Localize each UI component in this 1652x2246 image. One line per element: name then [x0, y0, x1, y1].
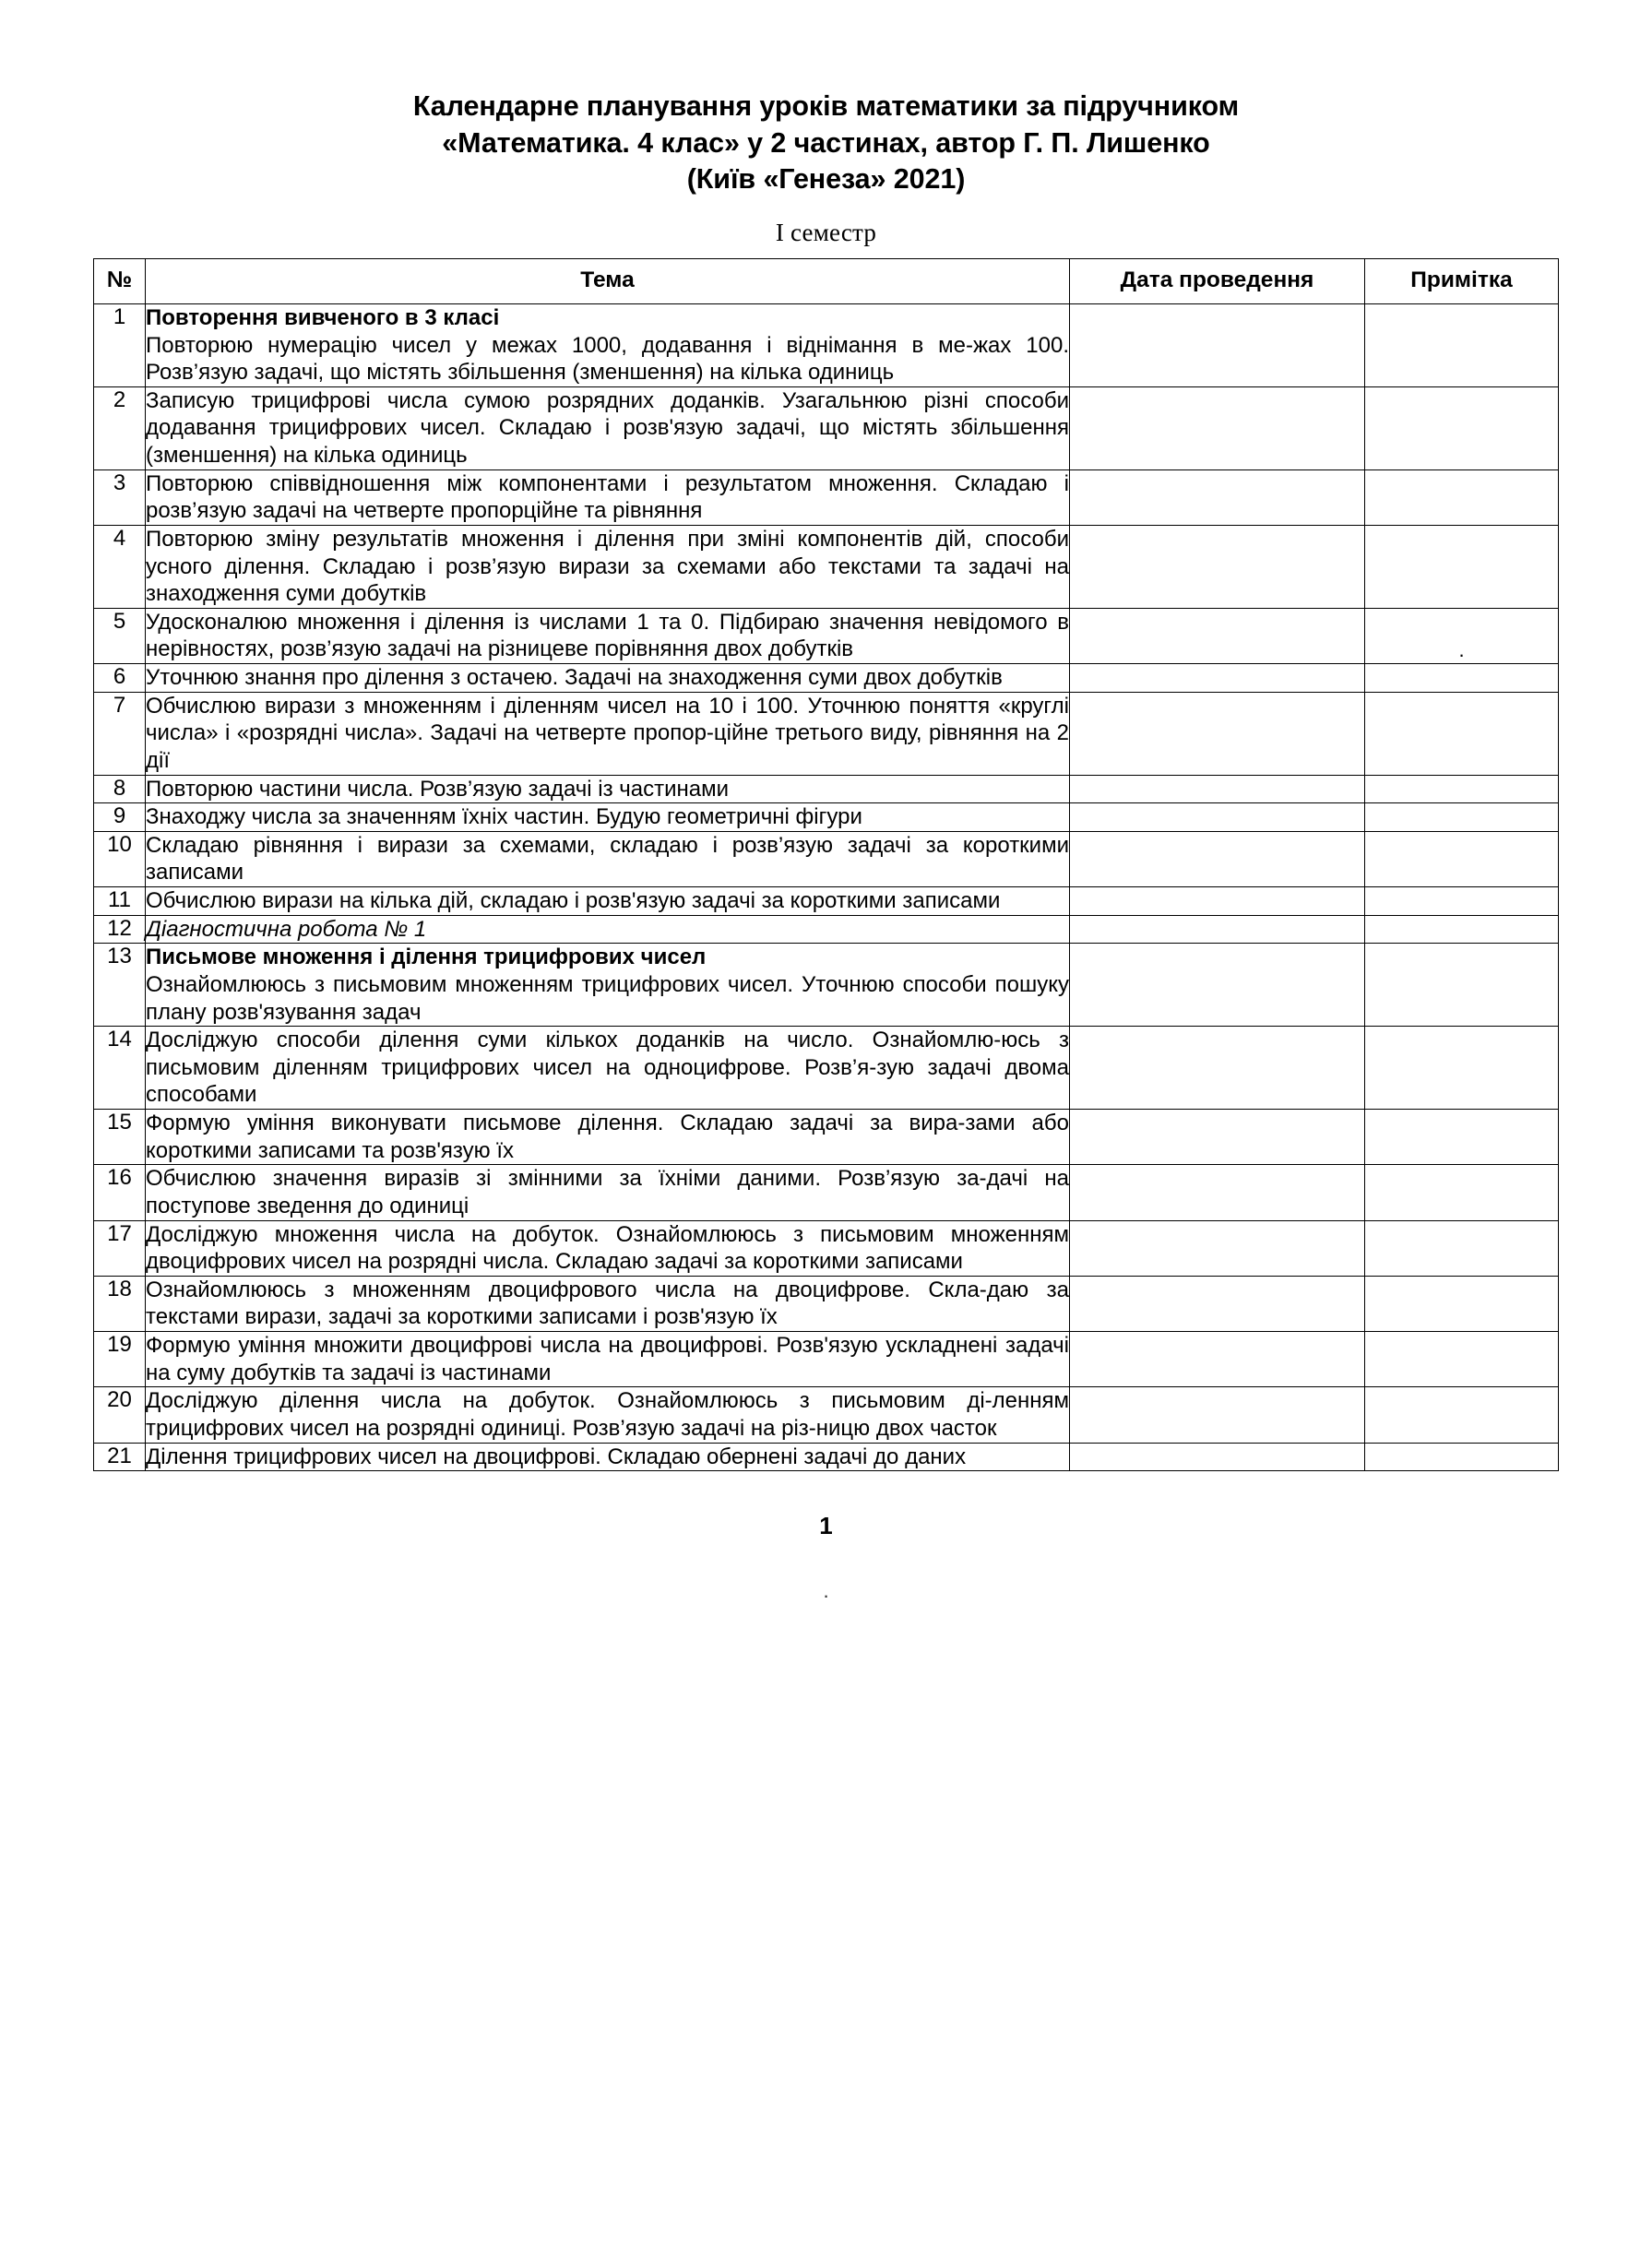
table-row — [94, 1165, 1559, 1220]
theme-text: Знаходжу числа за значенням їхніх частин. Будую геометричні фігури — [146, 804, 862, 830]
cell-theme — [146, 1165, 1070, 1220]
cell-note[interactable] — [1365, 803, 1559, 832]
table-row — [94, 831, 1559, 886]
cell-note[interactable] — [1365, 915, 1559, 944]
table-row — [94, 608, 1559, 663]
cell-date[interactable] — [1070, 692, 1365, 775]
page-number: 1 — [819, 1512, 833, 1540]
cell-number: 3 — [94, 469, 146, 525]
cell-note[interactable] — [1365, 664, 1559, 693]
cell-theme — [146, 608, 1070, 663]
cell-theme — [146, 1387, 1070, 1443]
cell-note[interactable] — [1365, 944, 1559, 1027]
cell-theme — [146, 1110, 1070, 1165]
cell-theme — [146, 944, 1070, 1027]
theme-text: Повторюю співвідношення між компонентами і результатом множення. Складаю і розв’язую задачі на четверте пропорційне та рівняння — [146, 470, 1069, 524]
cell-date[interactable] — [1070, 303, 1365, 386]
cell-number: 1 — [94, 303, 146, 386]
cell-theme — [146, 887, 1070, 916]
lesson-plan-table — [93, 258, 1559, 1471]
theme-text: Обчислюю значення виразів зі змінними за їхніми даними. Розв’язую за-дачі на поступове зведення до одиниці — [146, 1166, 1069, 1218]
cell-note[interactable] — [1365, 608, 1559, 663]
table-row — [94, 775, 1559, 803]
table-row — [94, 944, 1559, 1027]
theme-text: Ділення трицифрових чисел на двоцифрові. Складаю обернені задачі до даних — [146, 1444, 967, 1469]
cell-number: 16 — [94, 1165, 146, 1220]
semester-label: I семестр — [775, 218, 877, 246]
cell-theme — [146, 525, 1070, 608]
table-row — [94, 386, 1559, 469]
cell-theme — [146, 1027, 1070, 1110]
table-row — [94, 1443, 1559, 1471]
cell-date[interactable] — [1070, 1387, 1365, 1443]
theme-heading: Повторення вивченого в 3 класі — [146, 304, 500, 330]
cell-date[interactable] — [1070, 469, 1365, 525]
table-row — [94, 1387, 1559, 1443]
cell-number: 19 — [94, 1332, 146, 1387]
cell-date[interactable] — [1070, 1165, 1365, 1220]
cell-note[interactable] — [1365, 692, 1559, 775]
cell-note[interactable] — [1365, 469, 1559, 525]
cell-theme — [146, 386, 1070, 469]
table-body — [94, 303, 1559, 1470]
cell-note[interactable] — [1365, 1332, 1559, 1387]
cell-number: 4 — [94, 525, 146, 608]
theme-text: Ознайомлююсь з множенням двоцифрового числа на двоцифрове. Скла-даю за текстами вирази, задачі за короткими записами і розв'язую їх — [146, 1277, 1069, 1330]
theme-text: Повторюю нумерацію чисел у межах 1000, додавання і віднімання в ме-жах 100. Розв’язую задачі, що містять збільшення (зменшення) на кілька одиниць — [146, 332, 1069, 386]
theme-text: Досліджую способи ділення суми кількох доданків на число. Ознайомлю-юсь з письмовим діленням трицифрових чисел на одноцифрове. Розв’я-зую задачі двома способами — [146, 1028, 1069, 1108]
theme-text: Записую трицифрові числа сумою розрядних доданків. Узагальнюю різні способи додавання трицифрових чисел. Складаю і розв'язую задачі, що містять збільшення (зменшення) на кілька одиниць — [146, 387, 1069, 469]
cell-number: 8 — [94, 775, 146, 803]
cell-theme — [146, 775, 1070, 803]
cell-number: 18 — [94, 1276, 146, 1331]
table-row — [94, 1027, 1559, 1110]
theme-text: Уточнюю знання про ділення з остачею. Задачі на знаходження суми двох добутків — [146, 665, 1003, 691]
cell-note[interactable] — [1365, 1110, 1559, 1165]
cell-theme — [146, 664, 1070, 693]
cell-note[interactable] — [1365, 887, 1559, 916]
cell-number: 14 — [94, 1027, 146, 1110]
theme-text: Досліджую множення числа на добуток. Ознайомлююсь з письмовим множенням двоцифрових чисел на розрядні числа. Складаю задачі за короткими записами — [146, 1221, 1069, 1275]
theme-text: Формую уміння множити двоцифрові числа на двоцифрові. Розв'язую ускладнені задачі на суму добутків та задачі із частинами — [146, 1333, 1069, 1385]
cell-number: 13 — [94, 944, 146, 1027]
table-row — [94, 1276, 1559, 1331]
theme-text: Удосконалюю множення і ділення із числами 1 та 0. Підбираю значення невідомого в нерівностях, розв’язую задачі на різницеве порівняння двох добутків — [146, 609, 1069, 662]
cell-number: 15 — [94, 1110, 146, 1165]
cell-date[interactable] — [1070, 803, 1365, 832]
cell-date[interactable] — [1070, 915, 1365, 944]
table-row — [94, 525, 1559, 608]
cell-theme — [146, 692, 1070, 775]
cell-date[interactable] — [1070, 1332, 1365, 1387]
cell-note[interactable] — [1365, 1220, 1559, 1276]
theme-text: Повторюю частини числа. Розв’язую задачі із частинами — [146, 776, 730, 802]
pencil-mark: . — [1458, 637, 1465, 661]
cell-number: 21 — [94, 1443, 146, 1471]
table-row — [94, 303, 1559, 386]
cell-theme — [146, 303, 1070, 386]
theme-heading: Письмове множення і ділення трицифрових чисел — [146, 945, 707, 970]
cell-date[interactable] — [1070, 664, 1365, 693]
cell-theme — [146, 915, 1070, 944]
page-title-line-2: «Математика. 4 клас» у 2 частинах, автор Г. П. Лишенко — [442, 126, 1210, 159]
table-row — [94, 1110, 1559, 1165]
cell-number: 6 — [94, 664, 146, 693]
cell-number: 12 — [94, 915, 146, 944]
cell-note[interactable] — [1365, 525, 1559, 608]
column-header-theme: Тема — [146, 258, 1070, 303]
theme-text: Досліджую ділення числа на добуток. Ознайомлююсь з письмовим ді-ленням трицифрових чисел на розрядні одиниці. Розв’язую задачі на різ-ницю двох часток — [146, 1388, 1069, 1441]
table-row — [94, 915, 1559, 944]
cell-date[interactable] — [1070, 1110, 1365, 1165]
cell-theme — [146, 1443, 1070, 1471]
table-row — [94, 469, 1559, 525]
table-row — [94, 1220, 1559, 1276]
cell-date[interactable] — [1070, 887, 1365, 916]
cell-date[interactable] — [1070, 944, 1365, 1027]
theme-text-italic: Діагностична робота № 1 — [146, 916, 427, 942]
cell-theme — [146, 1276, 1070, 1331]
theme-text: Складаю рівняння і вирази за схемами, складаю і розв’язую задачі за короткими записами — [146, 832, 1069, 885]
column-header-date: Дата проведення — [1070, 258, 1365, 303]
table-row — [94, 664, 1559, 693]
cell-date[interactable] — [1070, 1443, 1365, 1471]
cell-theme — [146, 469, 1070, 525]
cell-number: 17 — [94, 1220, 146, 1276]
table-row — [94, 803, 1559, 832]
theme-text: Ознайомлююсь з письмовим множенням трицифрових чисел. Уточнюю способи пошуку плану розв'язування задач — [146, 971, 1069, 1025]
cell-date[interactable] — [1070, 1276, 1365, 1331]
column-header-number: № — [94, 258, 146, 303]
table-row — [94, 887, 1559, 916]
cell-note[interactable] — [1365, 303, 1559, 386]
cell-number: 11 — [94, 887, 146, 916]
theme-text: Повторюю зміну результатів множення і ділення при зміні компонентів дій, способи усного ділення. Складаю і розв’язую вирази за схемами або текстами та задачі на знаходження суми добутків — [146, 526, 1069, 607]
bottom-mark: . — [823, 1579, 829, 1603]
theme-text: Обчислюю вирази з множенням і діленням чисел на 10 і 100. Уточнюю поняття «круглі числа» і «розрядні числа». Задачі на четверте пропор-ційне третього виду, рівняння на 2 дії — [146, 693, 1069, 773]
cell-number: 10 — [94, 831, 146, 886]
table-row — [94, 692, 1559, 775]
cell-date[interactable] — [1070, 831, 1365, 886]
theme-text: Обчислюю вирази на кілька дій, складаю і розв'язую задачі за короткими записами — [146, 888, 1001, 914]
cell-theme — [146, 831, 1070, 886]
cell-theme — [146, 1332, 1070, 1387]
cell-number: 20 — [94, 1387, 146, 1443]
cell-note[interactable] — [1365, 1165, 1559, 1220]
cell-note[interactable] — [1365, 386, 1559, 469]
cell-number: 5 — [94, 608, 146, 663]
cell-note[interactable] — [1365, 1443, 1559, 1471]
column-header-note: Примітка — [1365, 258, 1559, 303]
cell-date[interactable] — [1070, 525, 1365, 608]
cell-date[interactable] — [1070, 1220, 1365, 1276]
cell-number: 2 — [94, 386, 146, 469]
cell-note[interactable] — [1365, 1276, 1559, 1331]
cell-note[interactable] — [1365, 1027, 1559, 1110]
table-row — [94, 1332, 1559, 1387]
cell-number: 9 — [94, 803, 146, 832]
cell-date[interactable] — [1070, 386, 1365, 469]
cell-theme — [146, 1220, 1070, 1276]
cell-theme — [146, 803, 1070, 832]
page-title-line-1: Календарне планування уроків математики за підручником — [412, 90, 1240, 122]
cell-date[interactable] — [1070, 775, 1365, 803]
cell-date[interactable] — [1070, 608, 1365, 663]
cell-note[interactable] — [1365, 775, 1559, 803]
page-title — [282, 89, 1371, 198]
cell-date[interactable] — [1070, 1027, 1365, 1110]
table-header-row — [94, 258, 1559, 303]
theme-text: Формую уміння виконувати письмове ділення. Складаю задачі за вира-зами або короткими записами та розв'язую їх — [146, 1111, 1069, 1163]
cell-note[interactable] — [1365, 831, 1559, 886]
cell-note[interactable] — [1365, 1387, 1559, 1443]
cell-number: 7 — [94, 692, 146, 775]
page-title-line-3: (Київ «Генеза» 2021) — [686, 163, 966, 196]
